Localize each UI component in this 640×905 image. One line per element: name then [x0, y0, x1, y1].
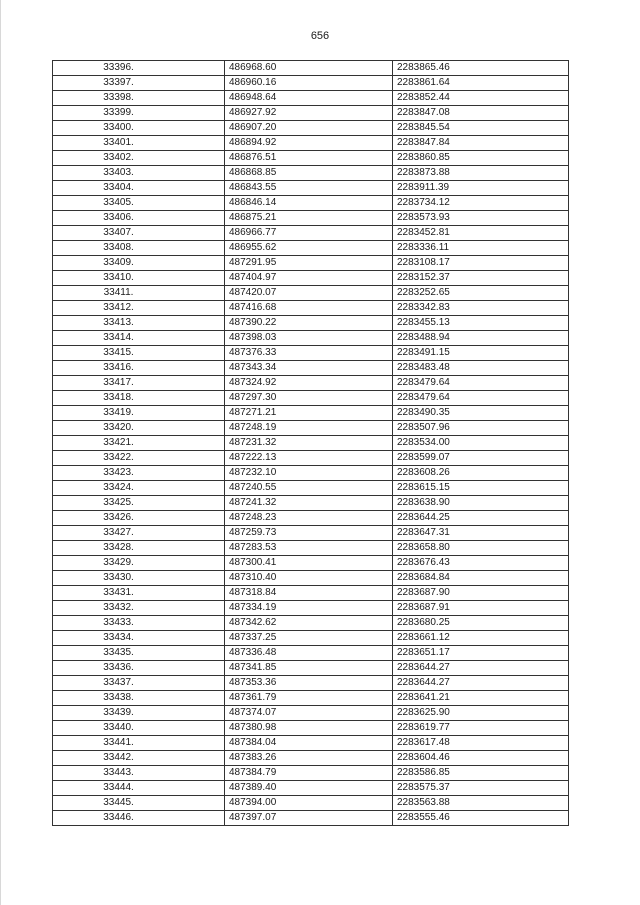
northing-cell: 2283680.25	[393, 616, 569, 631]
point-number-cell: 33415.	[53, 346, 225, 361]
table-row	[53, 361, 569, 376]
northing-cell: 2283252.65	[393, 286, 569, 301]
northing-cell: 2283488.94	[393, 331, 569, 346]
northing-cell: 2283599.07	[393, 451, 569, 466]
northing-cell: 2283852.44	[393, 91, 569, 106]
table-row	[53, 736, 569, 751]
table-row	[53, 91, 569, 106]
easting-cell: 486907.20	[225, 121, 393, 136]
easting-cell: 487416.68	[225, 301, 393, 316]
northing-cell: 2283534.00	[393, 436, 569, 451]
table-row	[53, 436, 569, 451]
easting-cell: 486960.16	[225, 76, 393, 91]
point-number-cell: 33429.	[53, 556, 225, 571]
table-row	[53, 106, 569, 121]
point-number-cell: 33419.	[53, 406, 225, 421]
northing-cell: 2283661.12	[393, 631, 569, 646]
point-number-cell: 33438.	[53, 691, 225, 706]
point-number-cell: 33427.	[53, 526, 225, 541]
easting-cell: 487300.41	[225, 556, 393, 571]
point-number-cell: 33444.	[53, 781, 225, 796]
table-row	[53, 796, 569, 811]
northing-cell: 2283483.48	[393, 361, 569, 376]
northing-cell: 2283555.46	[393, 811, 569, 826]
northing-cell: 2283676.43	[393, 556, 569, 571]
point-number-cell: 33411.	[53, 286, 225, 301]
point-number-cell: 33398.	[53, 91, 225, 106]
table-row	[53, 616, 569, 631]
point-number-cell: 33445.	[53, 796, 225, 811]
table-row	[53, 496, 569, 511]
point-number-cell: 33432.	[53, 601, 225, 616]
table-row	[53, 316, 569, 331]
easting-cell: 487374.07	[225, 706, 393, 721]
northing-cell: 2283687.90	[393, 586, 569, 601]
easting-cell: 487336.48	[225, 646, 393, 661]
table-row	[53, 526, 569, 541]
table-row	[53, 286, 569, 301]
table-row	[53, 511, 569, 526]
northing-cell: 2283658.80	[393, 541, 569, 556]
point-number-cell: 33417.	[53, 376, 225, 391]
table-row	[53, 811, 569, 826]
table-row	[53, 61, 569, 76]
easting-cell: 487397.07	[225, 811, 393, 826]
point-number-cell: 33408.	[53, 241, 225, 256]
easting-cell: 486955.62	[225, 241, 393, 256]
table-row	[53, 481, 569, 496]
point-number-cell: 33403.	[53, 166, 225, 181]
easting-cell: 487291.95	[225, 256, 393, 271]
northing-cell: 2283638.90	[393, 496, 569, 511]
easting-cell: 487259.73	[225, 526, 393, 541]
easting-cell: 487353.36	[225, 676, 393, 691]
easting-cell: 487241.32	[225, 496, 393, 511]
point-number-cell: 33426.	[53, 511, 225, 526]
northing-cell: 2283684.84	[393, 571, 569, 586]
point-number-cell: 33428.	[53, 541, 225, 556]
northing-cell: 2283641.21	[393, 691, 569, 706]
easting-cell: 487342.62	[225, 616, 393, 631]
easting-cell: 487390.22	[225, 316, 393, 331]
point-number-cell: 33423.	[53, 466, 225, 481]
table-row	[53, 556, 569, 571]
easting-cell: 486846.14	[225, 196, 393, 211]
table-row	[53, 586, 569, 601]
northing-cell: 2283336.11	[393, 241, 569, 256]
easting-cell: 486875.21	[225, 211, 393, 226]
table-row	[53, 166, 569, 181]
northing-cell: 2283873.88	[393, 166, 569, 181]
easting-cell: 486894.92	[225, 136, 393, 151]
point-number-cell: 33422.	[53, 451, 225, 466]
easting-cell: 486868.85	[225, 166, 393, 181]
coordinates-table-body	[53, 61, 569, 826]
easting-cell: 487361.79	[225, 691, 393, 706]
table-row	[53, 706, 569, 721]
point-number-cell: 33414.	[53, 331, 225, 346]
table-row	[53, 466, 569, 481]
easting-cell: 487420.07	[225, 286, 393, 301]
table-row	[53, 226, 569, 241]
northing-cell: 2283734.12	[393, 196, 569, 211]
northing-cell: 2283847.08	[393, 106, 569, 121]
easting-cell: 487318.84	[225, 586, 393, 601]
northing-cell: 2283625.90	[393, 706, 569, 721]
point-number-cell: 33425.	[53, 496, 225, 511]
point-number-cell: 33401.	[53, 136, 225, 151]
table-row	[53, 136, 569, 151]
coordinates-table	[52, 60, 569, 826]
northing-cell: 2283479.64	[393, 376, 569, 391]
point-number-cell: 33420.	[53, 421, 225, 436]
northing-cell: 2283861.64	[393, 76, 569, 91]
point-number-cell: 33430.	[53, 571, 225, 586]
table-row	[53, 256, 569, 271]
point-number-cell: 33416.	[53, 361, 225, 376]
point-number-cell: 33436.	[53, 661, 225, 676]
northing-cell: 2283586.85	[393, 766, 569, 781]
northing-cell: 2283687.91	[393, 601, 569, 616]
easting-cell: 487283.53	[225, 541, 393, 556]
easting-cell: 487394.00	[225, 796, 393, 811]
easting-cell: 487404.97	[225, 271, 393, 286]
northing-cell: 2283452.81	[393, 226, 569, 241]
table-row	[53, 391, 569, 406]
northing-cell: 2283575.37	[393, 781, 569, 796]
northing-cell: 2283911.39	[393, 181, 569, 196]
point-number-cell: 33404.	[53, 181, 225, 196]
point-number-cell: 33446.	[53, 811, 225, 826]
northing-cell: 2283455.13	[393, 316, 569, 331]
point-number-cell: 33443.	[53, 766, 225, 781]
easting-cell: 487324.92	[225, 376, 393, 391]
point-number-cell: 33437.	[53, 676, 225, 691]
table-row	[53, 241, 569, 256]
point-number-cell: 33396.	[53, 61, 225, 76]
northing-cell: 2283491.15	[393, 346, 569, 361]
point-number-cell: 33413.	[53, 316, 225, 331]
northing-cell: 2283507.96	[393, 421, 569, 436]
page-number: 656	[310, 30, 330, 42]
easting-cell: 486966.77	[225, 226, 393, 241]
point-number-cell: 33421.	[53, 436, 225, 451]
easting-cell: 487248.23	[225, 511, 393, 526]
northing-cell: 2283644.27	[393, 661, 569, 676]
point-number-cell: 33397.	[53, 76, 225, 91]
table-row	[53, 601, 569, 616]
northing-cell: 2283617.48	[393, 736, 569, 751]
point-number-cell: 33433.	[53, 616, 225, 631]
point-number-cell: 33441.	[53, 736, 225, 751]
point-number-cell: 33410.	[53, 271, 225, 286]
point-number-cell: 33442.	[53, 751, 225, 766]
point-number-cell: 33434.	[53, 631, 225, 646]
northing-cell: 2283647.31	[393, 526, 569, 541]
northing-cell: 2283479.64	[393, 391, 569, 406]
easting-cell: 486968.60	[225, 61, 393, 76]
easting-cell: 487240.55	[225, 481, 393, 496]
easting-cell: 487222.13	[225, 451, 393, 466]
northing-cell: 2283563.88	[393, 796, 569, 811]
northing-cell: 2283845.54	[393, 121, 569, 136]
point-number-cell: 33407.	[53, 226, 225, 241]
easting-cell: 487334.19	[225, 601, 393, 616]
table-row	[53, 301, 569, 316]
point-number-cell: 33399.	[53, 106, 225, 121]
table-row	[53, 661, 569, 676]
table-row	[53, 151, 569, 166]
table-row	[53, 121, 569, 136]
northing-cell: 2283608.26	[393, 466, 569, 481]
table-row	[53, 376, 569, 391]
easting-cell: 487384.04	[225, 736, 393, 751]
easting-cell: 487383.26	[225, 751, 393, 766]
point-number-cell: 33418.	[53, 391, 225, 406]
easting-cell: 486948.64	[225, 91, 393, 106]
easting-cell: 487376.33	[225, 346, 393, 361]
easting-cell: 487232.10	[225, 466, 393, 481]
northing-cell: 2283604.46	[393, 751, 569, 766]
table-row	[53, 541, 569, 556]
table-row	[53, 76, 569, 91]
table-row	[53, 406, 569, 421]
point-number-cell: 33405.	[53, 196, 225, 211]
easting-cell: 487231.32	[225, 436, 393, 451]
table-row	[53, 331, 569, 346]
point-number-cell: 33409.	[53, 256, 225, 271]
point-number-cell: 33435.	[53, 646, 225, 661]
page-edge-line	[0, 0, 1, 905]
point-number-cell: 33424.	[53, 481, 225, 496]
easting-cell: 487384.79	[225, 766, 393, 781]
northing-cell: 2283615.15	[393, 481, 569, 496]
easting-cell: 487343.34	[225, 361, 393, 376]
point-number-cell: 33440.	[53, 721, 225, 736]
table-row	[53, 571, 569, 586]
easting-cell: 487389.40	[225, 781, 393, 796]
table-row	[53, 691, 569, 706]
point-number-cell: 33439.	[53, 706, 225, 721]
northing-cell: 2283651.17	[393, 646, 569, 661]
easting-cell: 487297.30	[225, 391, 393, 406]
point-number-cell: 33412.	[53, 301, 225, 316]
northing-cell: 2283860.85	[393, 151, 569, 166]
easting-cell: 486927.92	[225, 106, 393, 121]
easting-cell: 487248.19	[225, 421, 393, 436]
table-row	[53, 181, 569, 196]
northing-cell: 2283644.25	[393, 511, 569, 526]
northing-cell: 2283490.35	[393, 406, 569, 421]
table-row	[53, 196, 569, 211]
table-row	[53, 751, 569, 766]
northing-cell: 2283573.93	[393, 211, 569, 226]
easting-cell: 487341.85	[225, 661, 393, 676]
easting-cell: 487337.25	[225, 631, 393, 646]
northing-cell: 2283108.17	[393, 256, 569, 271]
easting-cell: 487271.21	[225, 406, 393, 421]
table-row	[53, 211, 569, 226]
northing-cell: 2283152.37	[393, 271, 569, 286]
northing-cell: 2283619.77	[393, 721, 569, 736]
table-row	[53, 766, 569, 781]
easting-cell: 487398.03	[225, 331, 393, 346]
easting-cell: 486843.55	[225, 181, 393, 196]
point-number-cell: 33402.	[53, 151, 225, 166]
northing-cell: 2283342.83	[393, 301, 569, 316]
table-row	[53, 346, 569, 361]
table-row	[53, 646, 569, 661]
table-row	[53, 271, 569, 286]
table-row	[53, 781, 569, 796]
northing-cell: 2283644.27	[393, 676, 569, 691]
point-number-cell: 33406.	[53, 211, 225, 226]
table-row	[53, 721, 569, 736]
northing-cell: 2283847.84	[393, 136, 569, 151]
point-number-cell: 33400.	[53, 121, 225, 136]
easting-cell: 487310.40	[225, 571, 393, 586]
table-row	[53, 631, 569, 646]
table-row	[53, 676, 569, 691]
point-number-cell: 33431.	[53, 586, 225, 601]
table-row	[53, 451, 569, 466]
easting-cell: 486876.51	[225, 151, 393, 166]
northing-cell: 2283865.46	[393, 61, 569, 76]
table-row	[53, 421, 569, 436]
easting-cell: 487380.98	[225, 721, 393, 736]
